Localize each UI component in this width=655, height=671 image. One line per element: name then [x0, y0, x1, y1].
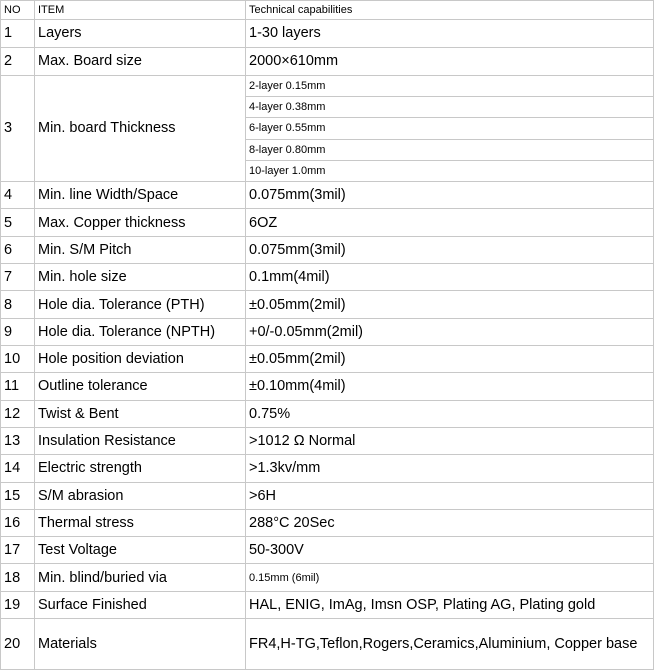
row-no: 1: [1, 20, 35, 47]
table-row: [1, 400, 654, 427]
row-no: 11: [1, 373, 35, 400]
row-no: 10: [1, 345, 35, 372]
header-item: ITEM: [35, 1, 246, 20]
table-row: [1, 182, 654, 209]
row-item: Min. board Thickness: [35, 75, 246, 181]
row-capability: 1-30 layers: [246, 20, 654, 47]
row-item: Electric strength: [35, 455, 246, 482]
table-row: [1, 209, 654, 236]
row-no: 19: [1, 591, 35, 618]
row-item: Max. Board size: [35, 47, 246, 75]
row-item: Test Voltage: [35, 537, 246, 564]
row-item: Insulation Resistance: [35, 427, 246, 454]
row-capability: 6OZ: [246, 209, 654, 236]
row-item: Layers: [35, 20, 246, 47]
table-row: [1, 537, 654, 564]
row-no: 13: [1, 427, 35, 454]
row-no: 3: [1, 75, 35, 181]
row-capability: 2000×610mm: [246, 47, 654, 75]
row-capability: 0.15mm (6mil): [246, 564, 654, 591]
table-row: [1, 619, 654, 670]
row-capability: FR4,H-TG,Teflon,Rogers,Ceramics,Aluminium, Copper base: [246, 619, 654, 670]
row-no: 9: [1, 318, 35, 345]
row-item: Min. blind/buried via: [35, 564, 246, 591]
table-row: [1, 20, 654, 47]
row-item: Hole position deviation: [35, 345, 246, 372]
row-no: 5: [1, 209, 35, 236]
table-header-row: [1, 1, 654, 20]
row-capability: +0/-0.05mm(2mil): [246, 318, 654, 345]
row-item: Max. Copper thickness: [35, 209, 246, 236]
table-row: [1, 564, 654, 591]
row-item: Surface Finished: [35, 591, 246, 618]
row-capability: 0.1mm(4mil): [246, 264, 654, 291]
thickness-entry: 6-layer 0.55mm: [246, 118, 654, 139]
row-capability: >1012 Ω Normal: [246, 427, 654, 454]
row-capability: ±0.10mm(4mil): [246, 373, 654, 400]
row-capability: 0.75%: [246, 400, 654, 427]
row-no: 16: [1, 509, 35, 536]
table-row: [1, 236, 654, 263]
row-no: 12: [1, 400, 35, 427]
row-capability: ±0.05mm(2mil): [246, 345, 654, 372]
row-capability: >1.3kv/mm: [246, 455, 654, 482]
table-row: [1, 591, 654, 618]
row-item: Hole dia. Tolerance (NPTH): [35, 318, 246, 345]
row-no: 6: [1, 236, 35, 263]
thickness-entry: 10-layer 1.0mm: [246, 160, 654, 181]
table-row: [1, 291, 654, 318]
table-row: [1, 482, 654, 509]
row-item: Twist & Bent: [35, 400, 246, 427]
row-item: Thermal stress: [35, 509, 246, 536]
row-capability: 0.075mm(3mil): [246, 236, 654, 263]
row-no: 2: [1, 47, 35, 75]
row-item: Hole dia. Tolerance (PTH): [35, 291, 246, 318]
table-row: [1, 318, 654, 345]
row-no: 18: [1, 564, 35, 591]
row-capability: >6H: [246, 482, 654, 509]
row-no: 8: [1, 291, 35, 318]
header-capabilities: Technical capabilities: [246, 1, 654, 20]
thickness-entry: 4-layer 0.38mm: [246, 97, 654, 118]
row-no: 14: [1, 455, 35, 482]
row-item: Min. S/M Pitch: [35, 236, 246, 263]
row-capability: ±0.05mm(2mil): [246, 291, 654, 318]
row-no: 7: [1, 264, 35, 291]
row-capability: 50-300V: [246, 537, 654, 564]
table-row: [1, 509, 654, 536]
row-item: Min. hole size: [35, 264, 246, 291]
row-item: Outline tolerance: [35, 373, 246, 400]
row-capability: 0.075mm(3mil): [246, 182, 654, 209]
row-no: 20: [1, 619, 35, 670]
row-no: 4: [1, 182, 35, 209]
row-item: Min. line Width/Space: [35, 182, 246, 209]
row-no: 17: [1, 537, 35, 564]
table-row: [1, 75, 654, 96]
header-no: NO: [1, 1, 35, 20]
table-row: [1, 455, 654, 482]
row-item: S/M abrasion: [35, 482, 246, 509]
table-row: [1, 264, 654, 291]
table-row: [1, 373, 654, 400]
thickness-entry: 8-layer 0.80mm: [246, 139, 654, 160]
row-capability: 288°C 20Sec: [246, 509, 654, 536]
table-row: [1, 47, 654, 75]
table-row: [1, 427, 654, 454]
row-item: Materials: [35, 619, 246, 670]
table-row: [1, 345, 654, 372]
row-capability: HAL, ENIG, ImAg, Imsn OSP, Plating AG, Plating gold: [246, 591, 654, 618]
thickness-entry: 2-layer 0.15mm: [246, 75, 654, 96]
row-no: 15: [1, 482, 35, 509]
